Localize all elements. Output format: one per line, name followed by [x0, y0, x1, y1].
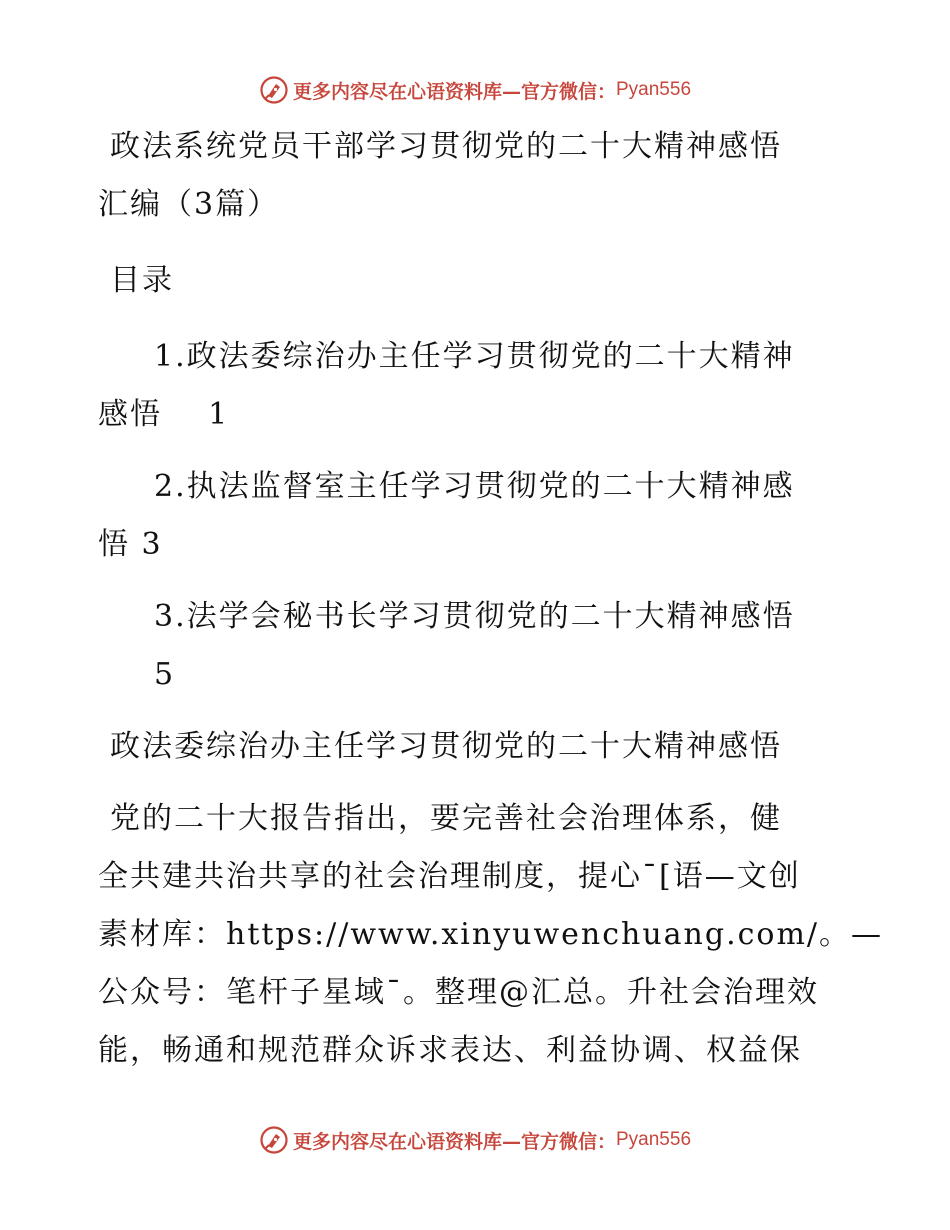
document-title-line-2: 汇编（3篇）	[98, 187, 280, 222]
toc-entry-line: 感悟 1	[98, 397, 230, 432]
toc-entry-3	[98, 588, 853, 704]
document-body	[98, 118, 884, 1080]
watermark-footer	[0, 1120, 950, 1160]
pen-nib-logo-icon	[259, 75, 289, 105]
watermark-header	[0, 70, 950, 110]
toc-entry-line: 2.执法监督室主任学习贯彻党的二十大精神感	[154, 469, 795, 504]
toc-entry-line: 1.政法委综治办主任学习贯彻党的二十大精神	[154, 339, 795, 374]
toc-entry-2	[98, 458, 853, 574]
body-paragraph	[98, 790, 884, 1080]
toc-entry-1	[98, 328, 853, 444]
body-line: 公众号：笔杆子星域¯。整理@汇总。升社会治理效	[98, 975, 819, 1010]
watermark-wechat-id: Pyan556	[616, 1129, 692, 1150]
document-title-line-1: 政法系统党员干部学习贯彻党的二十大精神感悟	[110, 129, 782, 164]
toc-entry-line: 悟 3	[98, 527, 163, 562]
watermark-text: 更多内容尽在心语资料库—官方微信：	[292, 80, 616, 103]
pen-nib-logo-icon	[259, 1125, 289, 1155]
body-line: 党的二十大报告指出，要完善社会治理体系，健	[110, 801, 782, 836]
toc-entry-line: 3.法学会秘书长学习贯彻党的二十大精神感悟	[154, 599, 795, 634]
section-title: 政法委综治办主任学习贯彻党的二十大精神感悟	[110, 729, 782, 764]
watermark-wechat-id: Pyan556	[616, 79, 692, 100]
body-line: 素材库：https://www.xinyuwenchuang.com/。—	[98, 917, 884, 952]
body-line: 能，畅通和规范群众诉求表达、利益协调、权益保	[98, 1033, 802, 1068]
toc-entry-line: 5	[154, 657, 176, 692]
watermark-text: 更多内容尽在心语资料库—官方微信：	[292, 1130, 616, 1153]
body-line: 全共建共治共享的社会治理制度，提心¯[语—文创	[98, 859, 801, 894]
toc-heading: 目录	[110, 263, 174, 298]
